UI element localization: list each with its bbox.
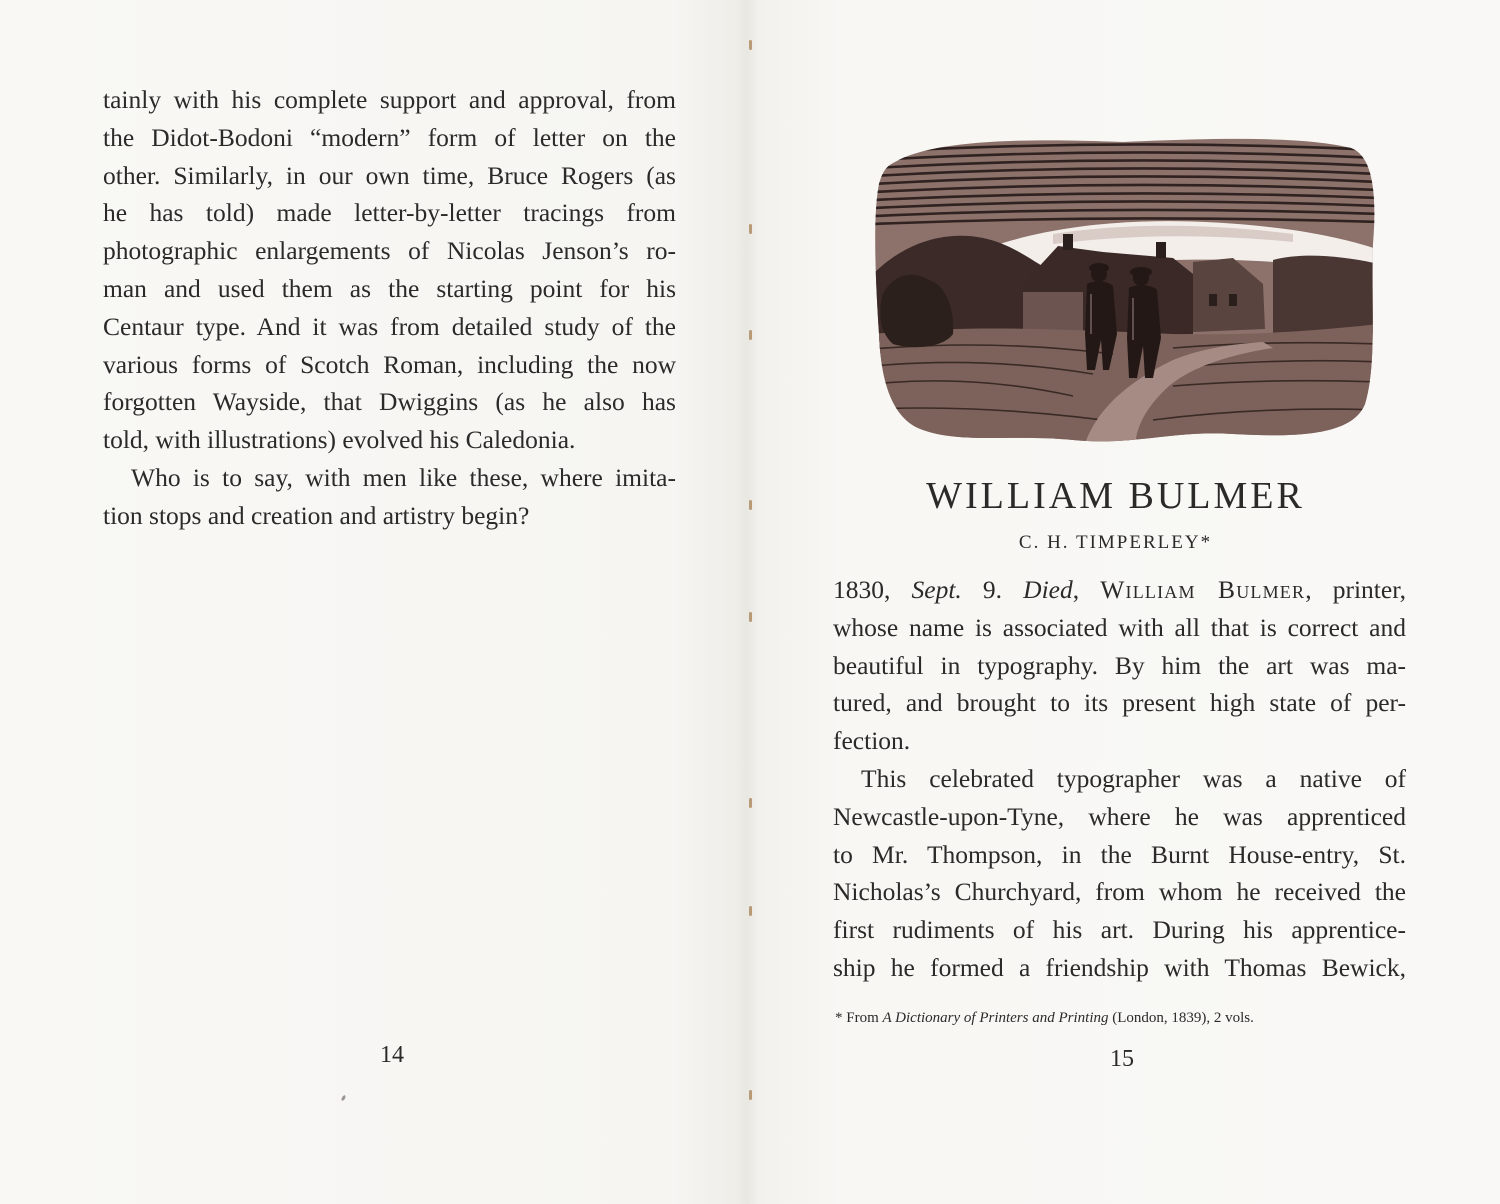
wood-engraving-illustration xyxy=(873,134,1379,450)
page-number-left: 14 xyxy=(380,1042,404,1068)
text-line: tion stops and creation and artistry begin? xyxy=(103,500,530,530)
text-line: photographic enlargements of Nicolas Jenson’s ro- xyxy=(103,236,676,266)
left-page-body xyxy=(103,81,676,535)
binding-stitch xyxy=(749,612,752,622)
binding-stitch xyxy=(749,224,752,234)
text-line: Nicholas’s Churchyard, from whom he received the xyxy=(833,877,1406,907)
text-line: ship he formed a friendship with Thomas Bewick, xyxy=(833,952,1406,982)
text-line: other. Similarly, in our own time, Bruce Rogers (as xyxy=(103,160,676,190)
footnote-title: A Dictionary of Printers and Printing xyxy=(882,1010,1109,1026)
text-line: whose name is associated with all that is correct and xyxy=(833,612,1406,642)
text-line: tured, and brought to its present high state of per- xyxy=(833,688,1406,718)
text-line: he has told) made letter-by-letter tracings from xyxy=(103,198,676,228)
right-page-body xyxy=(833,571,1406,987)
text-line: told, with illustrations) evolved his Caledonia. xyxy=(103,425,576,455)
page-number-right: 15 xyxy=(1110,1046,1134,1072)
text-line: the Didot-Bodoni “modern” form of letter on the xyxy=(103,122,676,152)
text-line: tainly with his complete support and approval, from xyxy=(103,85,676,114)
binding-stitch xyxy=(749,330,752,340)
binding-stitch xyxy=(749,798,752,808)
text-line: beautiful in typography. By him the art was ma- xyxy=(833,650,1406,680)
text-line: Centaur type. And it was from detailed study of the xyxy=(103,311,676,341)
text-line: various forms of Scotch Roman, including the now xyxy=(103,349,676,379)
footnote-prefix: * From xyxy=(835,1010,883,1026)
right-page xyxy=(755,0,1500,1204)
chapter-author: C. H. TIMPERLEY* xyxy=(1018,532,1213,553)
footnote-suffix: (London, 1839), 2 vols. xyxy=(1108,1010,1254,1026)
left-page xyxy=(0,0,745,1204)
text-line: first rudiments of his art. During his apprentice- xyxy=(833,915,1406,945)
binding-stitch xyxy=(749,40,752,50)
paper-speck xyxy=(341,1095,347,1102)
footnote xyxy=(835,1010,1415,1027)
text-line: Newcastle-upon-Tyne, where he was apprenticed xyxy=(833,801,1406,831)
text-line: forgotten Wayside, that Dwiggins (as he also has xyxy=(103,387,676,417)
entry-month: Sept. xyxy=(911,575,962,604)
binding-stitch xyxy=(749,1090,752,1100)
entry-day: 9. xyxy=(982,575,1003,604)
binding-stitch xyxy=(749,906,752,916)
text-line: to Mr. Thompson, in the Burnt House-entry, St. xyxy=(833,839,1406,869)
text-line: 1830, Sept. 9. Died, William Bulmer, printer, xyxy=(833,575,1406,604)
entry-died: Died xyxy=(1023,575,1073,604)
text-line: fection. xyxy=(833,726,911,756)
text-line: This celebrated typographer was a native of xyxy=(861,763,1406,793)
entry-date: 1830, xyxy=(833,575,891,604)
chapter-title: WILLIAM BULMER xyxy=(926,475,1305,517)
entry-name: William Bulmer xyxy=(1100,575,1306,604)
entry-rest: , printer, xyxy=(1305,575,1406,604)
text-line: Who is to say, with men like these, where imita- xyxy=(131,462,676,492)
text-line: man and used them as the starting point for his xyxy=(103,273,676,303)
